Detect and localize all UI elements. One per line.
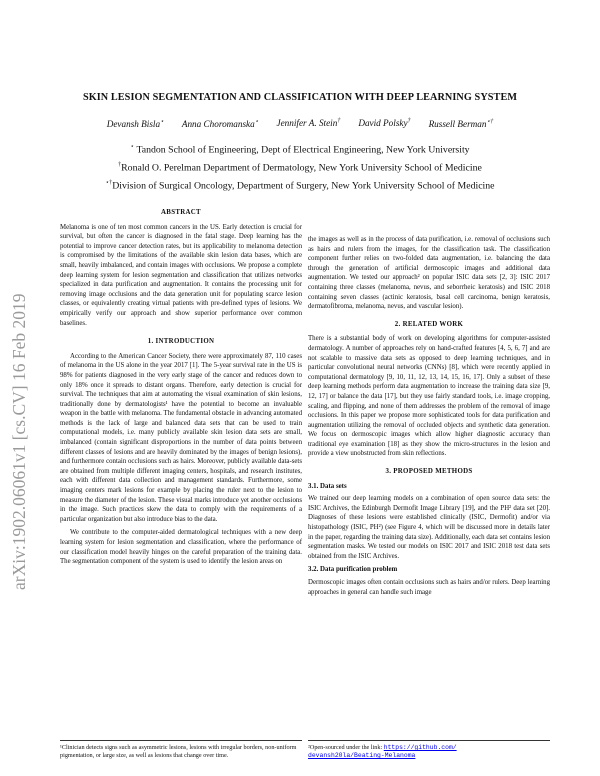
paper-title: SKIN LESION SEGMENTATION AND CLASSIFICATION WITH DEEP LEARNING SYSTEM bbox=[82, 92, 518, 103]
introduction-paragraph-1: According to the American Cancer Society, there were approximately 87, 110 cases of melanoma in the US alone in the year 2017 [1]. The 5-year survival rate in the US is 98% for patients diagnosed in the very early stage of the cancer and reduces down to only 18% once it spreads to distant organs. Therefore, early detection is crucial for survival. The techniques that aim at automating the visual examination of skin lesions, traditionally done by dermatologists¹ have the potential to become an invaluable weapon in the battle with melanoma. The fundamental obstacle in advancing automated methods is the lack of large and balanced data sets that can be used to train computational models, i.e. many publicly available skin lesion data sets are small, imbalanced (contain significant disproportions in the number of data points between different classes of lesions and are heavily dominated by the images of benign lesions), and furthermore contain occlusions such as hairs. Moreover, publicly available data-sets are obtained from multiple different imaging centers, hospitals, and research institutes, each with different data collection and management standards. Furthermore, some imaging centers mark lesions for example by placing the ruler next to the lesion to measure the diameter of the lesion. These visual marks introduce yet another occlusions in the image. Such practices skew the data to comply with the requirements of a particular organization but also introduce bias to the data. bbox=[60, 352, 302, 523]
left-column bbox=[60, 208, 302, 571]
repository-link[interactable]: https://github.com/ devansh20la/Beating-Melanoma bbox=[308, 744, 457, 760]
affiliation: †Ronald O. Perelman Department of Dermatology, New York University School of Medicine bbox=[118, 161, 482, 174]
data-sets-paragraph: We trained our deep learning models on a combination of open source data sets: the ISIC Archives, the Edinburgh Dermofit Image Library [19], and the PH² data set [20]. Diagnoses of these lesions were established clinically (ISIC, Dermofit) and/or via histopathology (ISIC, PH²) (see Figure 4, which will be discussed more in details later in the paper, regarding the training data size). Additionally, each data set contains lesion segmentation masks. We tested our models on ISIC 2017 and ISIC 2018 test data sets obtained from the ISIC Archives. bbox=[308, 495, 550, 560]
arxiv-side-stamp bbox=[6, 230, 32, 590]
author: Jennifer A. Stein† bbox=[276, 118, 341, 129]
author-list bbox=[50, 118, 550, 129]
footnote-right: ²Open-sourced under the link: https://github.com/ devansh20la/Beating-Melanoma bbox=[308, 740, 550, 761]
affiliation: ⋆†Division of Surgical Oncology, Department of Surgery, New York University School of Medicine bbox=[105, 179, 495, 191]
abstract-text: Melanoma is one of ten most common cancers in the US. Early detection is crucial for survival, but often the cancer is diagnosed in the fatal stage. Deep learning has the potential to improve cancer detection rates, but its applicability to melanoma detection is compromised by the limitations of the available skin lesion data bases, which are small, heavily imbalanced, and contain images with occlusions. We propose a complete deep learning system for lesion segmentation and classification that utilizes networks specialized in data purification and augmentation. It contains the processing unit for removing image occlusions and the data generation unit for populating scarce lesion classes, or equivalently creating virtual patients with pre-defined types of lesions. We empirically verify our approach and show superior performance over common baselines. bbox=[60, 223, 302, 327]
related-work-paragraph: There is a substantial body of work on developing algorithms for computer-assisted dermatology. A number of approaches rely on hand-crafted features [4, 5, 6, 7] and are not scalable to massive data sets as opposed to deep learning techniques, and in particular convolutional neural networks (CNNs) [8], which were recently applied in computational dermatology [9, 10, 11, 12, 13, 14, 15, 16, 17]. Only a subset of these deep learning methods perform data augmentation to increase the training data size [9, 12, 17] or balance the data [17], but they use fairly standard tools, i.e. image cropping, scaling, and flipping, and none of them addresses the problem of the removal of image occlusions. In this paper we propose more sophisticated tools for data purification and augmentation utilizing the removal of occluded objects and synthetic data generation. We focus on dermoscopic images which allow higher diagnostic accuracy than traditional eye examination [18] as they show the micro-structures in the lesion and provide a view unobstructed from skin reflections. bbox=[308, 335, 550, 458]
author: Russell Berman⋆† bbox=[428, 119, 494, 130]
affiliation-list bbox=[40, 140, 560, 193]
author: David Polsky† bbox=[358, 118, 411, 129]
author: Devansh Bisla⋆ bbox=[106, 119, 164, 130]
abstract-heading: ABSTRACT bbox=[161, 209, 201, 216]
data-purification-heading: 3.2. Data purification problem bbox=[308, 566, 398, 574]
affiliation: ⋆ Tandon School of Engineering, Dept of Electrical Engineering, New York University bbox=[130, 144, 470, 156]
introduction-heading: 1. INTRODUCTION bbox=[147, 338, 215, 346]
footnote-left: ¹Clinician detects signs such as asymmetric lesions, lesions with irregular borders, non-uniform pigmentation, or large size, as well as lesions that change over time. bbox=[60, 740, 302, 761]
author: Anna Choromanska⋆ bbox=[181, 119, 259, 130]
right-paragraph-1: the images as well as in the process of data purification, i.e. removal of occlusions such as hairs and rulers from the images, for the classification task. The classification component further relies on two-folded data augmentation, i.e. balancing the data through the generation of artificial dermoscopic images and additional data augmentation. We tested our approach² on popular ISIC data sets [2, 3]: ISIC 2017 containing three classes (melanoma, nevus, and seborrheic keratosis) and ISIC 2018 containing seven classes (actinic keratosis, basal cell carcinoma, benign keratosis, dermatofibroma, melanoma, nevus, and vascular lesion). bbox=[308, 236, 550, 311]
related-work-heading: 2. RELATED WORK bbox=[394, 320, 464, 328]
proposed-methods-heading: 3. PROPOSED METHODS bbox=[385, 468, 473, 476]
arxiv-identifier: arXiv:1902.06061v1 [cs.CV] 16 Feb 2019 bbox=[9, 293, 29, 590]
data-sets-heading: 3.1. Data sets bbox=[308, 482, 347, 490]
introduction-paragraph-2: We contribute to the computer-aided dermatological techniques with a new deep learning system for lesion segmentation and classification, where the performance of our classification model heavily hinges on the careful preparation of the training data. The segmentation component of the system is used to identify the lesion areas on bbox=[60, 529, 302, 566]
data-purification-paragraph: Dermoscopic images often contain occlusions such as hairs and/or rulers. Deep learning approaches in general can handle such image bbox=[308, 579, 550, 596]
right-column bbox=[308, 235, 550, 601]
